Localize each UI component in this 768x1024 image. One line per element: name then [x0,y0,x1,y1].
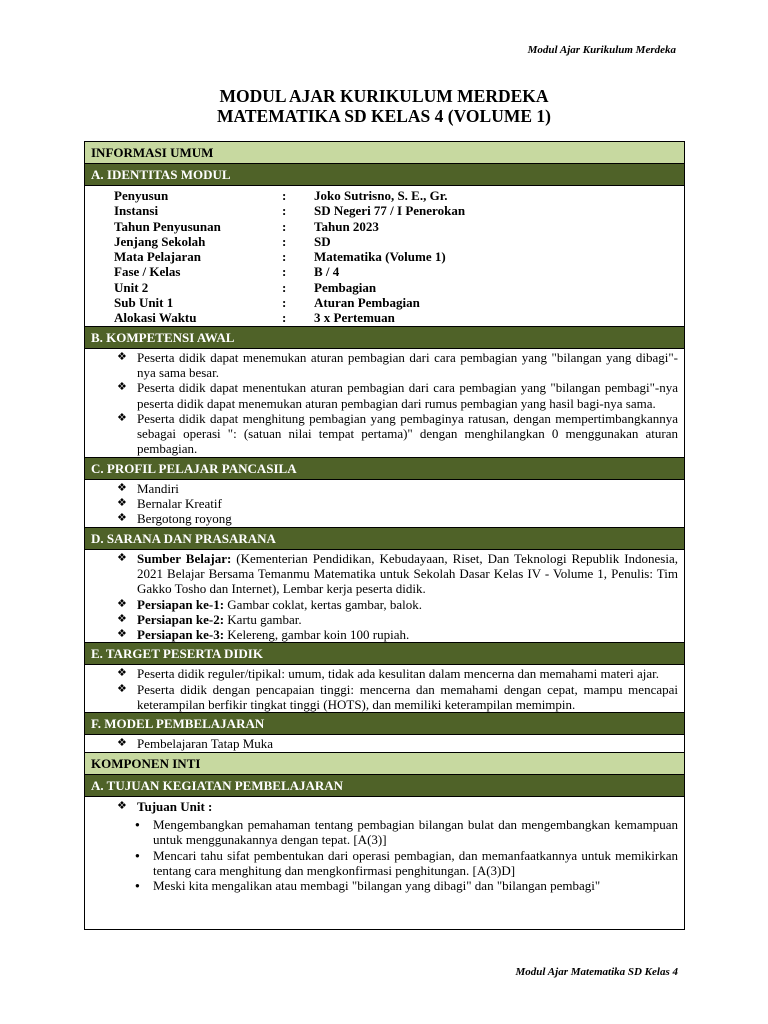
identitas-value: Matematika (Volume 1) [314,249,446,265]
identitas-value: B / 4 [314,264,340,280]
list-item: ❖ Peserta didik reguler/tipikal: umum, tidak ada kesulitan dalam mencerna dan memahami materi ajar. [137,666,678,681]
list-item [137,612,678,627]
title-line-1: MODUL AJAR KURIKULUM MERDEKA [219,86,549,106]
item-label: Persiapan ke-3: [137,627,225,643]
running-header: Modul Ajar Kurikulum Merdeka [527,44,676,56]
kompetensi-list [85,350,684,457]
identitas-row [114,280,465,295]
profil-list [85,481,684,527]
list-item: ❖ Peserta didik dapat menghitung pembagian yang pembaginya ratusan, dengan mempertimbangkannya sebagai operasi ": (satuan nilai tempat pertama)" dengan menghilangkan 0 menggunakan aturan pembagian. [137,411,678,457]
komponen-inti-heading: KOMPONEN INTI [85,753,684,775]
identitas-table [114,188,465,326]
profil-heading: C. PROFIL PELAJAR PANCASILA [85,458,684,480]
list-item: ● Mengembangkan pemahaman tentang pembagian bilangan bulat dan mengembangkan kemampuan untuk menggunakannya dengan tepat. [A(3)] [153,817,678,848]
identitas-value: Joko Sutrisno, S. E., Gr. [314,188,448,203]
tujuan-heading: A. TUJUAN KEGIATAN PEMBELAJARAN [85,775,684,797]
list-item: ● Mencari tahu sifat pembentukan dari operasi pembagian, dan memanfaatkannya untuk memikirkan tentang cara menghitung dan mengkonfirmasi penghitungan. [A(3)D] [153,848,678,879]
tujuan-unit-list [85,799,684,814]
identitas-row [114,203,465,218]
sarana-list [85,551,684,643]
profil-section [85,480,684,528]
identitas-section [85,186,684,327]
item-text: Kelereng, gambar koin 100 rupiah. [224,627,410,643]
identitas-colon: : [282,249,287,265]
document-title [0,86,768,126]
identitas-label: Sub Unit 1 [114,295,174,311]
list-item: ● Meski kita mengalikan atau membagi "bilangan yang dibagi" dan "bilangan pembagi" [153,878,678,893]
list-item: ❖ Peserta didik dapat menemukan aturan pembagian dari cara pembagian yang "bilangan yang dibagi"-nya sama besar. [137,350,678,381]
identitas-value: Pembagian [314,279,377,295]
list-item: ❖ Peserta didik dengan pencapaian tinggi: mencerna dan memahami dengan cepat, mampu mencapai keterampilan berfikir tingkat tinggi (HOTS), dan memiliki keterampilan memimpin. [137,682,678,713]
identitas-colon: : [282,218,287,234]
identitas-label: Jenjang Sekolah [114,233,206,249]
target-section [85,665,684,713]
list-item [137,597,678,612]
identitas-label: Instansi [114,203,159,219]
identitas-value: Tahun 2023 [314,218,379,234]
identitas-label: Unit 2 [114,279,149,295]
sarana-heading: D. SARANA DAN PRASARANA [85,528,684,550]
target-heading: E. TARGET PESERTA DIDIK [85,643,684,665]
identitas-label: Alokasi Waktu [114,310,197,326]
item-text: Gambar coklat, kertas gambar, balok. [224,596,423,612]
identitas-value: 3 x Pertemuan [314,310,395,326]
identitas-label: Mata Pelajaran [114,249,202,265]
identitas-heading: A. IDENTITAS MODUL [85,164,684,186]
identitas-label: Penyusun [114,188,169,203]
item-label: Persiapan ke-1: [137,596,225,612]
sarana-section [85,550,684,644]
informasi-umum-heading: INFORMASI UMUM [85,142,684,164]
identitas-colon: : [282,279,287,295]
identitas-value: SD [314,233,331,249]
list-item [137,799,678,814]
list-item [137,627,678,642]
list-item: ❖ Peserta didik dapat menentukan aturan pembagian dari cara pembagian yang "bilangan pembagi"-nya peserta didik dapat menemukan aturan pembagian dari rumus pembagian yang hasil bagi-nya sama. [137,380,678,411]
item-text: (Kementerian Pendidikan, Kebudayaan, Riset, Dan Teknologi Republik Indonesia, 2021 Belajar Bersama Temanmu Matematika untuk Sekolah Dasar Kelas IV - Volume 1, Penulis: Tim Gakko Tosho dan Internet), Lembar kerja peserta didik. [137,550,678,597]
identitas-row [114,264,465,279]
tujuan-unit-label: Tujuan Unit : [137,798,213,814]
model-section [85,735,684,752]
target-list [85,666,684,712]
identitas-label: Tahun Penyusunan [114,218,221,234]
item-label: Sumber Belajar: [137,550,232,566]
identitas-row [114,219,465,234]
identitas-colon: : [282,203,287,219]
model-list [85,736,684,751]
identitas-row [114,295,465,310]
title-line-2: MATEMATIKA SD KELAS 4 (VOLUME 1) [217,106,551,126]
identitas-row [114,249,465,264]
list-item: ❖ Mandiri [137,481,678,496]
list-item [137,551,678,597]
identitas-colon: : [282,310,287,326]
identitas-row [114,234,465,249]
item-label: Persiapan ke-2: [137,611,225,627]
list-item: ❖ Bergotong royong [137,511,678,526]
identitas-colon: : [282,295,287,311]
identitas-colon: : [282,188,287,203]
tujuan-section [85,797,684,894]
identitas-row [114,310,465,325]
model-heading: F. MODEL PEMBELAJARAN [85,713,684,735]
identitas-colon: : [282,264,287,280]
kompetensi-section [85,349,684,458]
list-item: ❖ Bernalar Kreatif [137,496,678,511]
kompetensi-heading: B. KOMPETENSI AWAL [85,327,684,349]
running-footer: Modul Ajar Matematika SD Kelas 4 [515,966,678,978]
identitas-row [114,188,465,203]
identitas-label: Fase / Kelas [114,264,181,280]
list-item: ❖ Pembelajaran Tatap Muka [137,736,678,751]
tujuan-list [85,817,684,893]
item-text: Kartu gambar. [224,611,302,627]
module-table [84,141,685,930]
identitas-colon: : [282,233,287,249]
identitas-value: Aturan Pembagian [314,295,420,311]
identitas-value: SD Negeri 77 / I Penerokan [314,203,466,219]
